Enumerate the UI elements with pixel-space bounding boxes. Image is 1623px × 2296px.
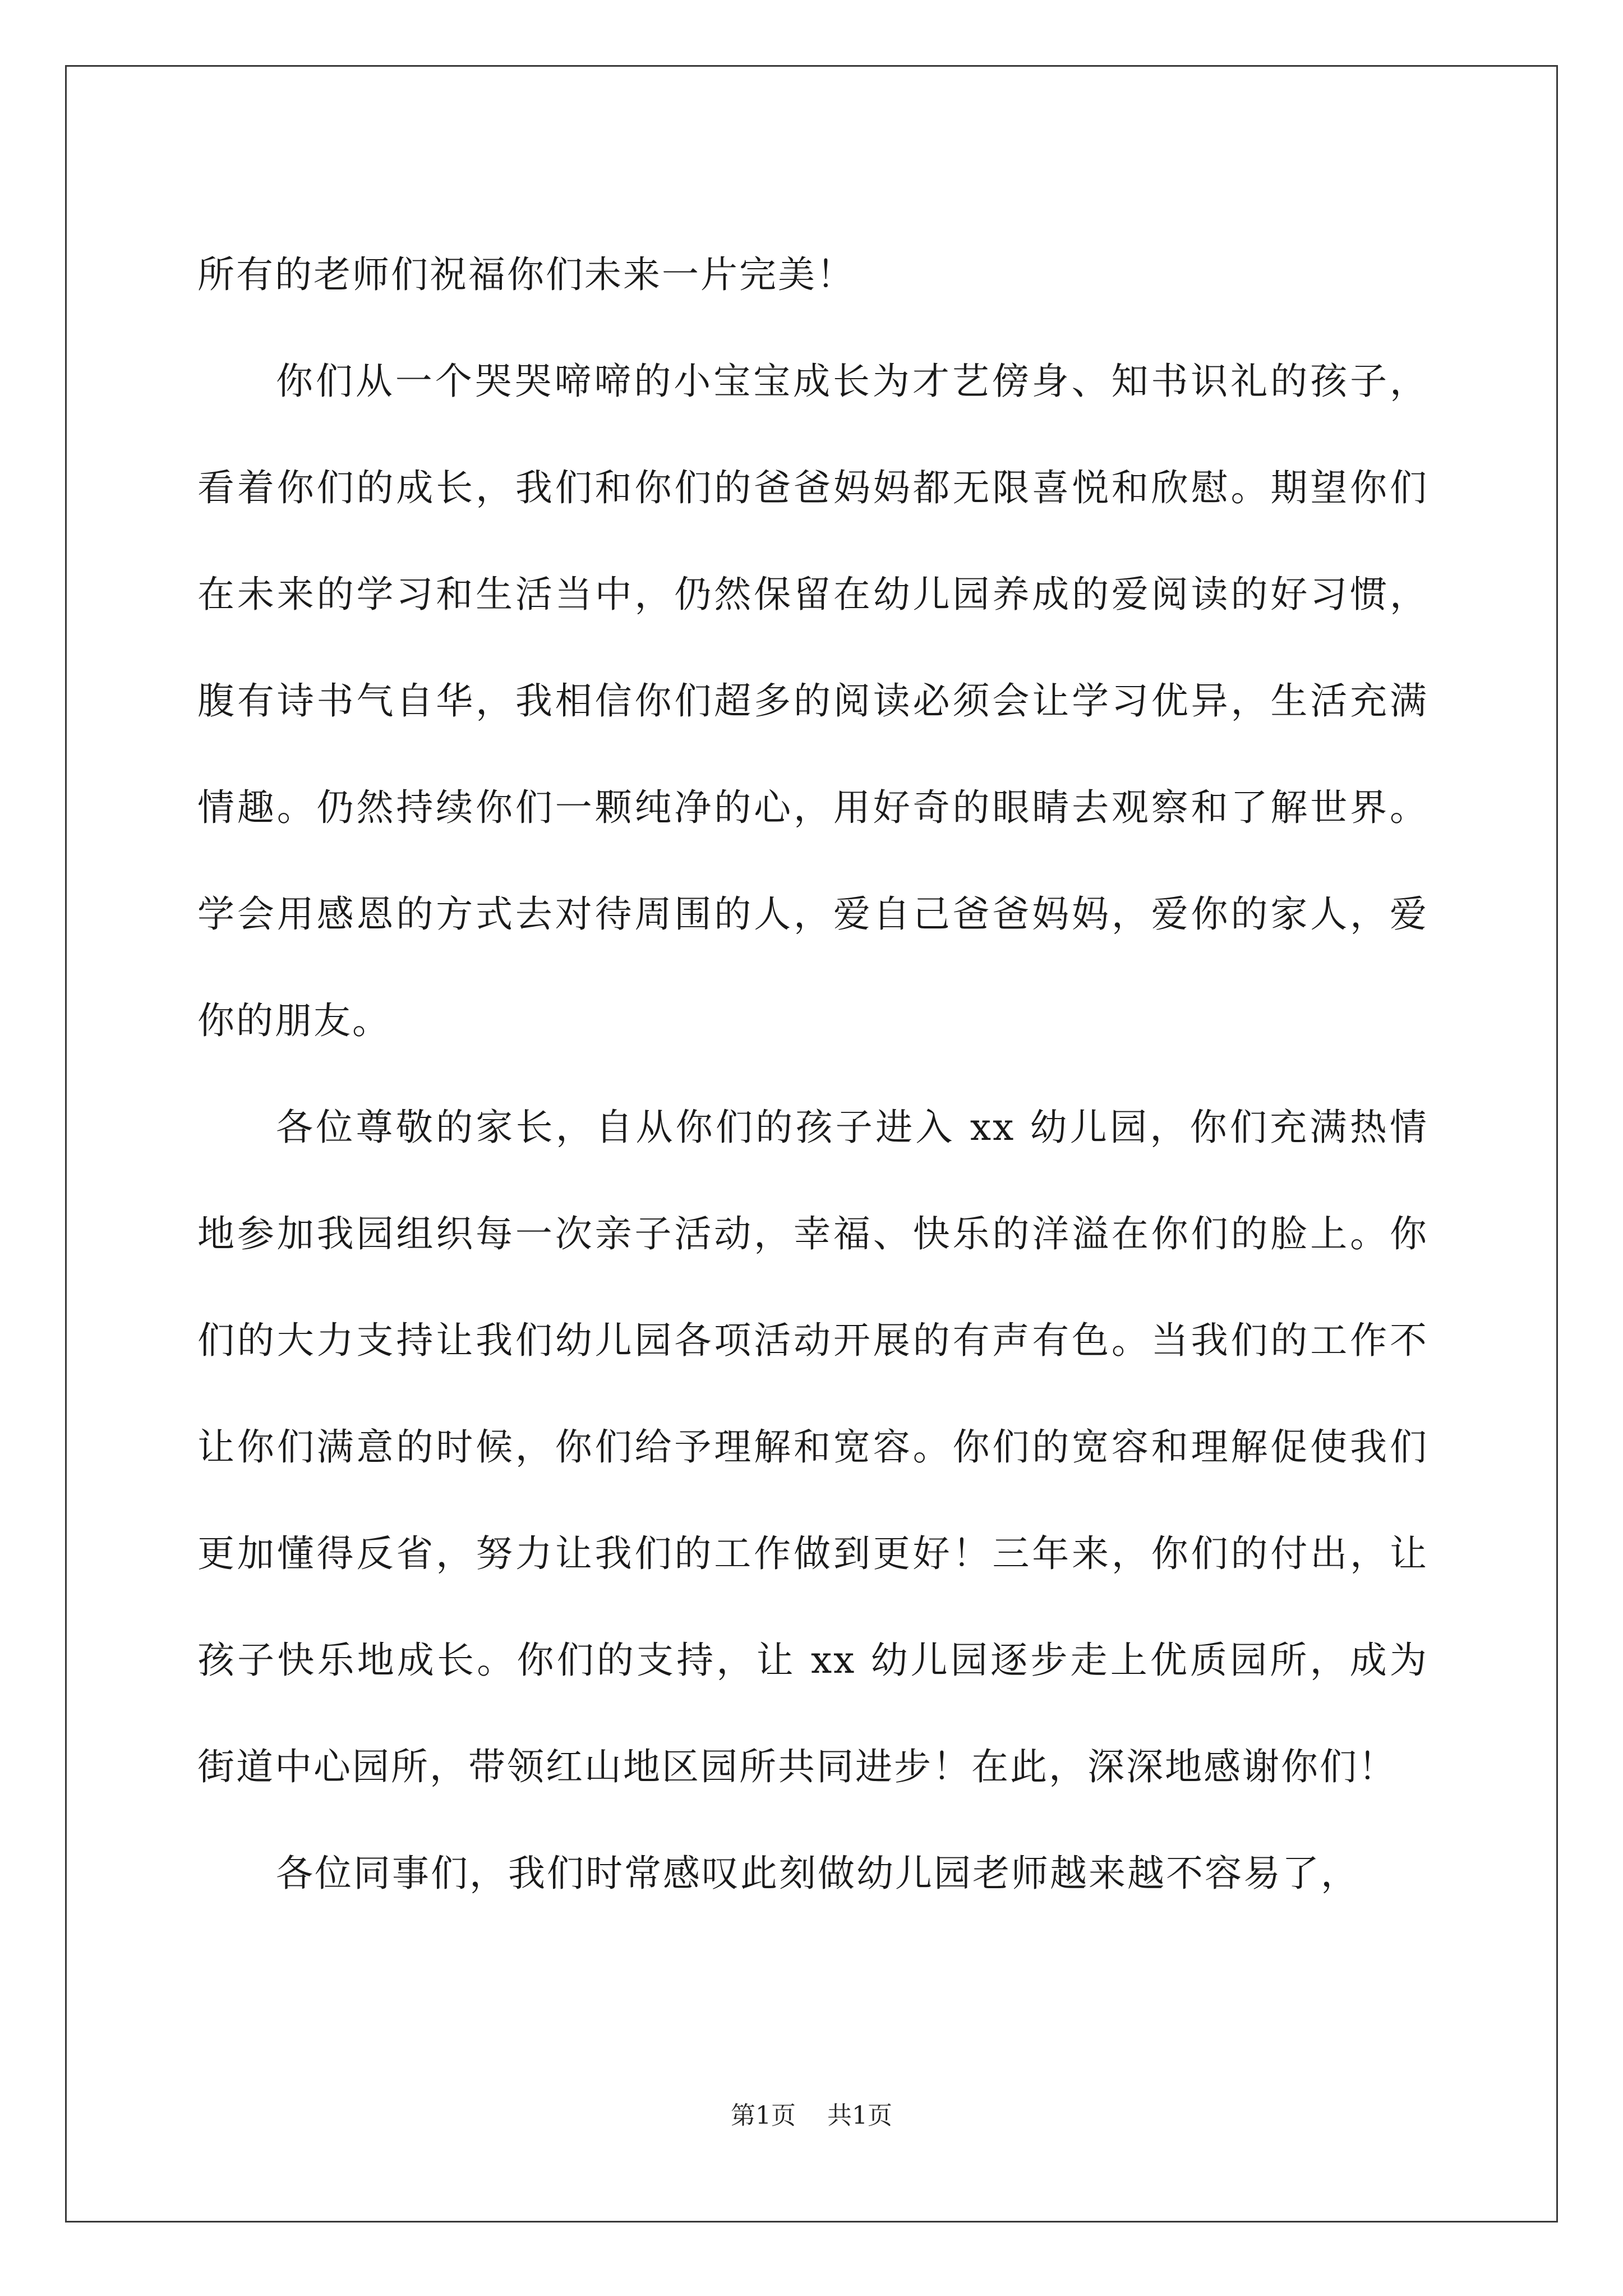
paragraph-children: 你们从一个哭哭啼啼的小宝宝成长为才艺傍身、知书识礼的孩子，看着你们的成长，我们和你们的爸爸妈妈都无限喜悦和欣慰。期望你们在未来的学习和生活当中，仍然保留在幼儿园养成的爱阅读的好习惯，腹有诗书气自华，我相信你们超多的阅读必须会让学习优异，生活充满情趣。仍然持续你们一颗纯净的心，用好奇的眼睛去观察和了解世界。学会用感恩的方式去对待周围的人，爱自己爸爸妈妈，爱你的家人，爱你的朋友。 <box>197 360 1428 1042</box>
page-number: 第1页 <box>731 2101 796 2130</box>
document-body <box>197 222 1428 1927</box>
page-footer <box>0 2099 1623 2133</box>
paragraph-parents: 各位尊敬的家长，自从你们的孩子进入 xx 幼儿园，你们充满热情地参加我园组织每一次亲子活动，幸福、快乐的洋溢在你们的脸上。你们的大力支持让我们幼儿园各项活动开展的有声有色。当我们的工作不让你们满意的时候，你们给予理解和宽容。你们的宽容和理解促使我们更加懂得反省，努力让我们的工作做到更好！三年来，你们的付出，让孩子快乐地成长。你们的支持，让 xx 幼儿园逐步走上优质园所，成为街道中心园所，带领红山地区园所共同进步！在此，深深地感谢你们！ <box>197 1106 1428 1788</box>
page-total: 共1页 <box>827 2101 892 2130</box>
paragraph-colleagues: 各位同事们，我们时常感叹此刻做幼儿园老师越来越不容易了， <box>276 1852 1359 1895</box>
paragraph-continuation: 所有的老师们祝福你们未来一片完美！ <box>197 253 855 296</box>
